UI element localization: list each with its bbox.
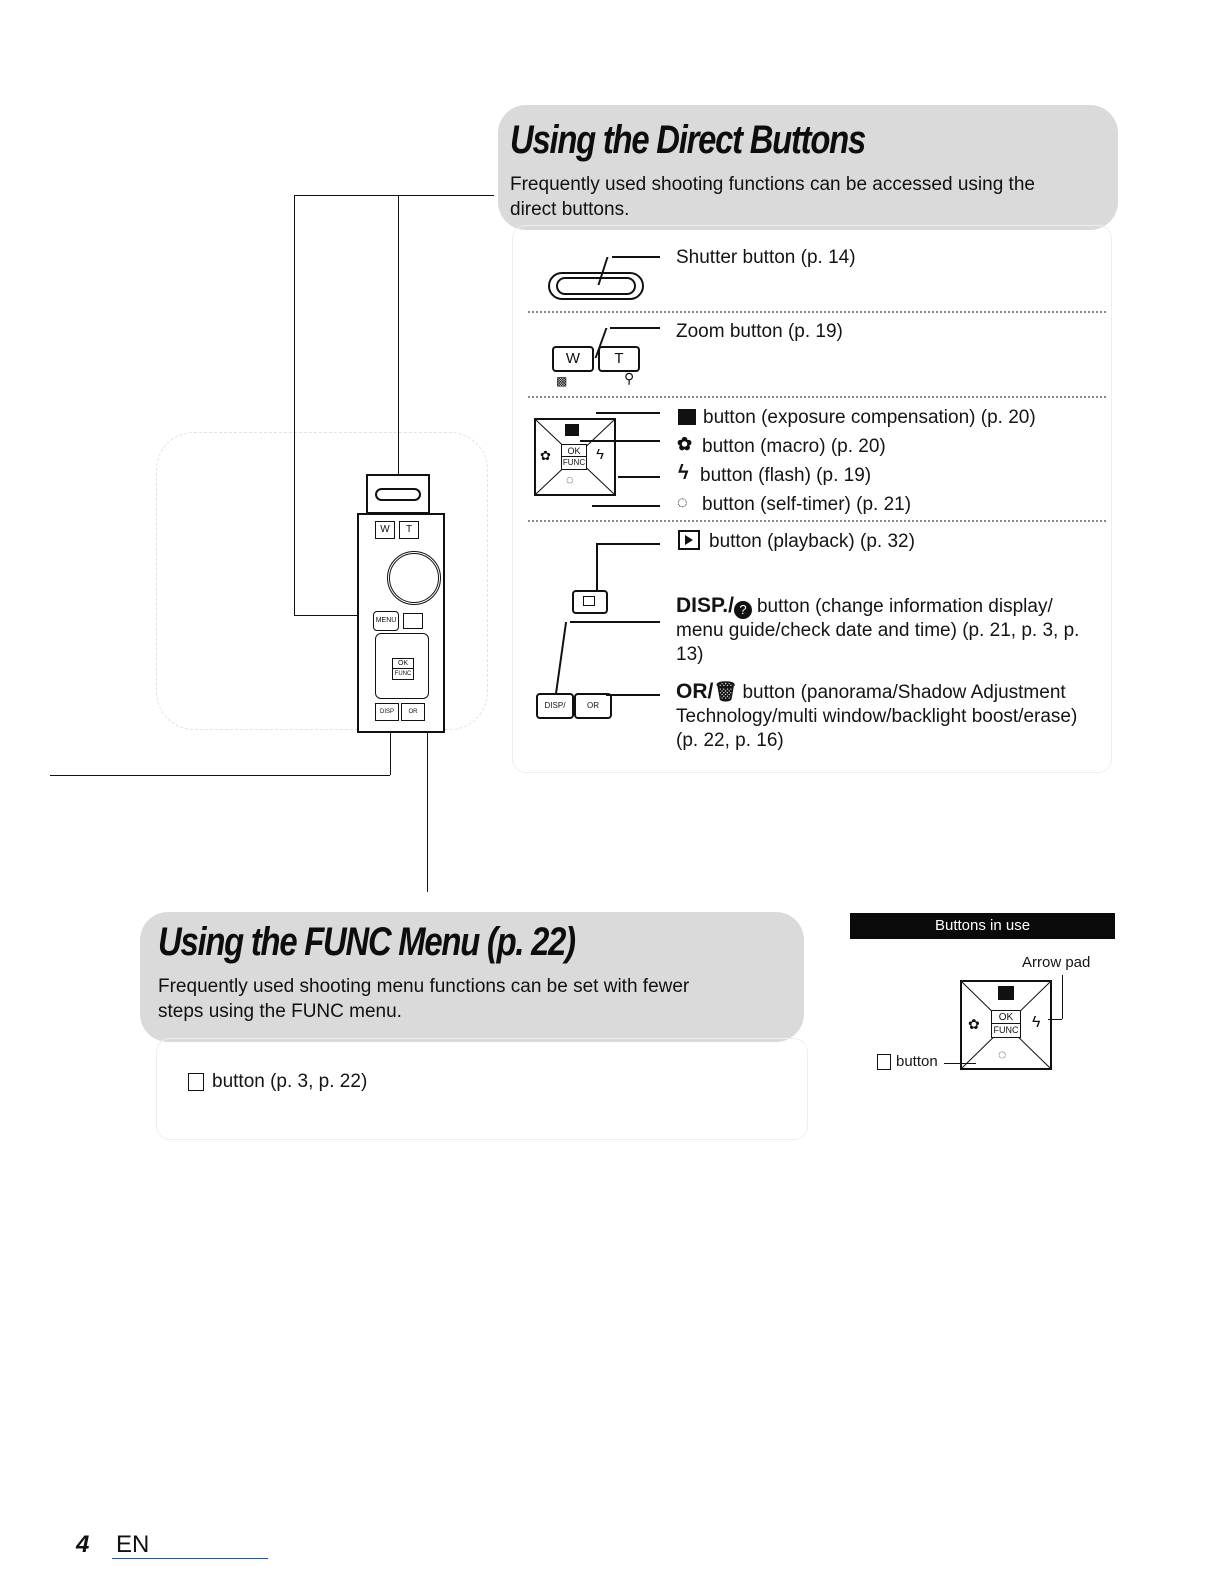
camera-mode-dial (387, 551, 441, 605)
disp-symbol: DISP./ (676, 594, 734, 617)
camera-zoom-wide-key: W (375, 521, 395, 539)
zoom-wide-key: W (552, 346, 594, 372)
camera-zoom-tele-key: T (399, 521, 419, 539)
flash-button-label: button (flash) (p. 19) (700, 465, 872, 486)
func-key: FUNC (561, 456, 587, 470)
pointer-line (570, 621, 660, 623)
exposure-compensation-icon (678, 409, 696, 425)
separator (528, 396, 1106, 398)
exposure-button-label: button (exposure compensation) (p. 20) (703, 407, 1036, 428)
playback-button-label: button (playback) (p. 32) (709, 531, 915, 552)
playback-icon (678, 530, 700, 550)
camera-arrow-pad (375, 633, 429, 699)
exposure-icon (998, 986, 1014, 1000)
self-timer-icon: ◌ (677, 492, 688, 512)
disp-key-diagram: DISP/ (536, 693, 574, 719)
func-pointer (944, 1063, 976, 1064)
or-symbol: OR/ (676, 680, 714, 703)
direct-title: Using the Direct Buttons (510, 118, 865, 162)
func-title: Using the FUNC Menu (p. 22) (158, 920, 575, 964)
func-key-icon (877, 1054, 891, 1070)
leader-line (398, 195, 399, 475)
or-key-diagram: OR (574, 693, 612, 719)
func-key-icon (188, 1073, 204, 1091)
disp-button-text (676, 594, 1086, 667)
magnify-icon: ⚲ (624, 370, 635, 386)
flash-icon: ϟ (596, 446, 604, 463)
camera-playback-key (403, 613, 423, 629)
shutter-button-label: Shutter button (p. 14) (676, 247, 856, 268)
zoom-pointer-line (610, 327, 660, 329)
camera-ok-key: OK (392, 658, 414, 669)
self-timer-icon: ◌ (566, 472, 574, 487)
arrow-pad-label: Arrow pad (1022, 954, 1091, 971)
or-button-text (676, 680, 1096, 753)
arrow-pad-diagram (534, 418, 616, 496)
flash-icon: ϟ (678, 462, 689, 484)
shutter-pointer-line (612, 256, 660, 258)
macro-icon: ✿ (968, 1016, 980, 1032)
zoom-tele-key: T (598, 346, 640, 372)
separator (528, 520, 1106, 522)
macro-button-label: button (macro) (p. 20) (702, 436, 886, 457)
pointer-line (596, 412, 660, 414)
exposure-icon (565, 424, 579, 436)
arrow-pad-pointer (1048, 1019, 1062, 1020)
camera-menu-key: MENU (373, 611, 399, 631)
footer-rule (112, 1558, 268, 1559)
func-button-label: button (p. 3, p. 22) (212, 1071, 368, 1092)
func-key: FUNC (991, 1023, 1021, 1038)
func-lead: Frequently used shooting menu functions can be set with fewer steps using the FUNC menu. (158, 976, 690, 1022)
macro-icon: ✿ (540, 448, 551, 463)
func-button-small-label: button (896, 1053, 938, 1070)
help-icon: ? (734, 601, 752, 619)
ok-key: OK (991, 1010, 1021, 1025)
camera-or-key: OR (401, 703, 425, 721)
leader-line (294, 195, 295, 615)
leader-line (294, 615, 358, 616)
shutter-button-diagram (548, 272, 644, 300)
leader-line (50, 775, 390, 776)
flash-icon: ϟ (1032, 1014, 1041, 1031)
camera-disp-key: DISP (375, 703, 399, 721)
buttons-in-use-tab: Buttons in use (850, 913, 1115, 939)
camera-back-panel (357, 513, 445, 733)
language-code: EN (116, 1531, 150, 1558)
macro-icon: ✿ (677, 434, 693, 454)
leader-line (390, 729, 391, 775)
page-number: 4 (76, 1531, 90, 1558)
camera-shutter-callout (366, 474, 430, 514)
pointer-line (606, 694, 660, 696)
pointer-line (618, 476, 660, 478)
leader-line (294, 195, 494, 196)
pointer-line (596, 543, 598, 591)
leader-line (427, 729, 428, 892)
direct-lead: Frequently used shooting functions can be accessed using the direct buttons. (510, 174, 1035, 220)
index-view-icon: ▩ (556, 374, 568, 388)
self-timer-button-label: button (self-timer) (p. 21) (702, 494, 912, 515)
camera-func-key: FUNC (392, 668, 414, 680)
pointer-line (580, 440, 660, 442)
self-timer-icon: ◌ (998, 1046, 1007, 1062)
ok-key: OK (561, 444, 587, 458)
pointer-line (592, 505, 660, 507)
disp-button-label: button (change information display/ menu guide/check date and time) (p. 21, p. 3, p. 13) (676, 596, 1080, 665)
trash-icon: 🗑 (713, 682, 738, 703)
separator (528, 311, 1106, 313)
playback-key-diagram (572, 590, 608, 614)
zoom-button-label: Zoom button (p. 19) (676, 321, 843, 342)
or-button-label: button (panorama/Shadow Adjustment Technology/multi window/backlight boost/erase) (p. 22, p. 16) (676, 682, 1078, 751)
buttons-in-use-arrow-pad (960, 980, 1052, 1070)
pointer-line (596, 543, 660, 545)
arrow-pad-pointer (1062, 975, 1063, 1019)
